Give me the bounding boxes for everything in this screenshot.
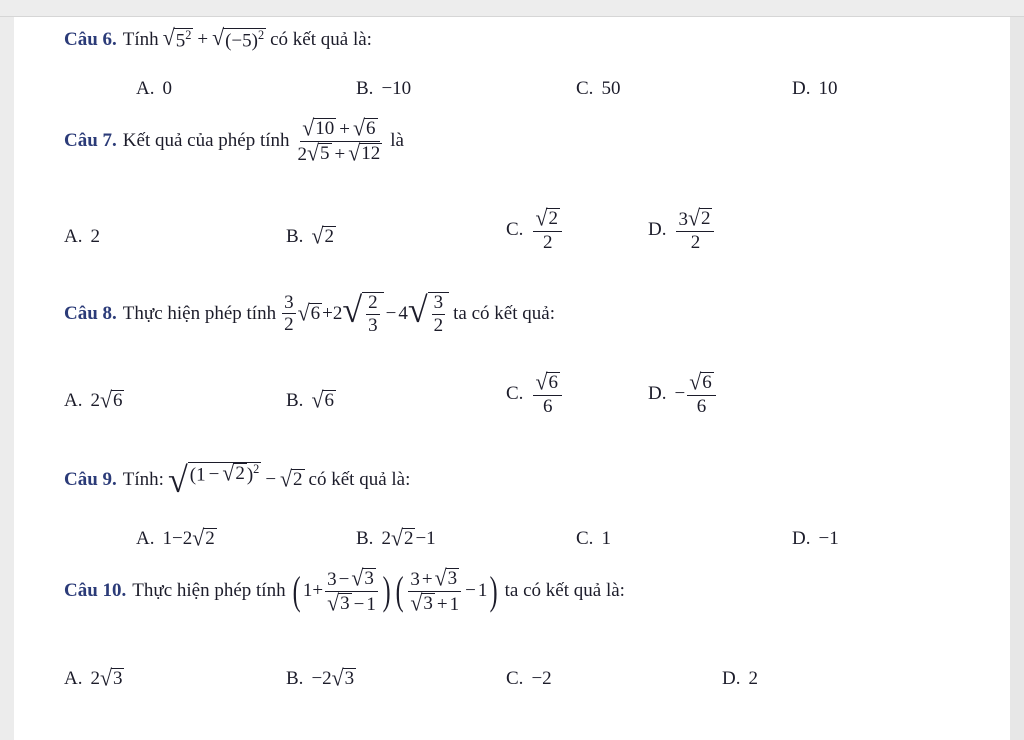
question-text: Tính xyxy=(122,29,159,51)
math-expression: √ $5^2$ + √ $(-5)^2$ xyxy=(162,25,265,52)
question-label: Câu 7. xyxy=(64,130,117,152)
option-c[interactable]: C. −2 xyxy=(506,668,552,689)
sqrt: √ $(-5)^2$ xyxy=(212,25,265,52)
option-b[interactable]: B. √ 2 xyxy=(286,223,334,249)
math-expression: ( 1 + 3 − √ 3 √ 3 − 1 ) ( 3 + √ 3 √ 3 + 1 − 1 ) xyxy=(292,565,498,616)
option-a[interactable]: A. 2 √ 3 xyxy=(64,665,123,691)
question-text-end: có kết quả là: xyxy=(308,469,411,491)
option-b[interactable]: B. −2 √ 3 xyxy=(286,665,355,691)
question-6 xyxy=(64,25,372,52)
option-d[interactable]: D. 2 xyxy=(722,668,758,689)
question-label: Câu 9. xyxy=(64,469,117,491)
math-expression: $\frac{3}{2}$ √ 6 + 2 √ $\frac{2}{3}$ − 4 √ $\frac{3}{2}$ xyxy=(280,292,449,336)
option-b[interactable]: B. −10 xyxy=(356,78,412,99)
top-toolbar xyxy=(0,0,1024,17)
option-d[interactable]: D. − √ 6 6 xyxy=(648,372,718,417)
question-7 xyxy=(64,115,404,166)
option-b[interactable]: B. 2 √ 2 −1 xyxy=(356,525,436,551)
math-expression: √ 10 + √ 6 2 √ 5 + √ 12 xyxy=(297,115,381,166)
option-d[interactable]: D. −1 xyxy=(792,528,839,549)
question-text-end: có kết quả là: xyxy=(270,29,372,51)
option-c[interactable]: C. 50 xyxy=(576,78,621,99)
option-a[interactable]: A. 1−2 √ 2 xyxy=(136,525,215,551)
question-text: Tính: xyxy=(122,469,164,491)
question-8 xyxy=(64,292,555,336)
question-text: Kết quả của phép tính xyxy=(122,130,290,152)
sqrt: √ $5^2$ xyxy=(162,25,192,52)
option-a[interactable]: A. 2 xyxy=(64,226,100,247)
option-d[interactable]: D. 3 √ 2 2 xyxy=(648,208,716,253)
question-label: Câu 6. xyxy=(64,29,117,51)
option-c[interactable]: C. √ 6 6 xyxy=(506,372,564,417)
option-b[interactable]: B. √ 6 xyxy=(286,387,334,413)
option-c[interactable]: C. 1 xyxy=(576,528,611,549)
question-label: Câu 8. xyxy=(64,302,117,324)
option-a[interactable]: A. 2 √ 6 xyxy=(64,387,123,413)
question-10 xyxy=(64,565,625,616)
option-a[interactable]: A. 0 xyxy=(136,78,172,99)
option-c[interactable]: C. √ 2 2 xyxy=(506,208,564,253)
option-d[interactable]: D. 10 xyxy=(792,78,838,99)
page-edge xyxy=(1010,17,1024,740)
question-text-end: là xyxy=(390,130,404,152)
question-text: Thực hiện phép tính xyxy=(122,302,277,324)
question-label: Câu 10. xyxy=(64,580,127,602)
question-text-end: ta có kết quả: xyxy=(453,302,555,324)
question-text: Thực hiện phép tính xyxy=(132,580,286,602)
question-text-end: ta có kết quả là: xyxy=(504,580,625,602)
math-expression: √ (1 − √ 2 )$^2$ − √ 2 xyxy=(167,460,303,500)
question-9 xyxy=(64,462,410,498)
